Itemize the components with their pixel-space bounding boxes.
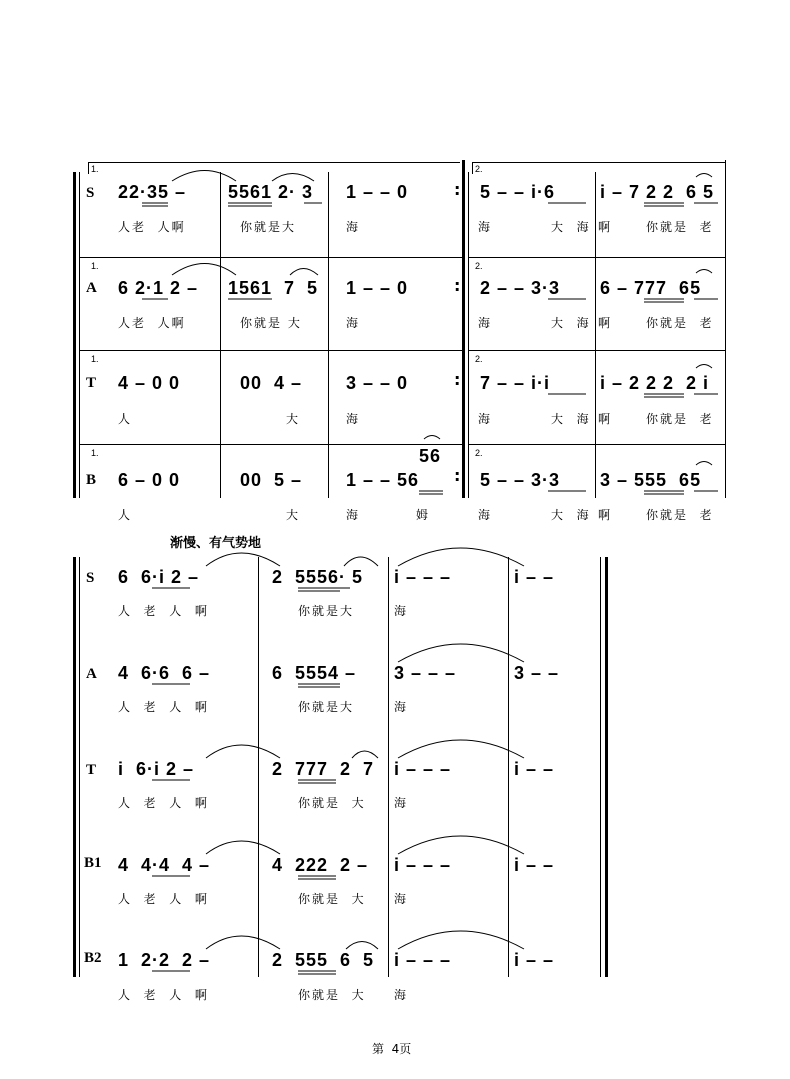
- lyrics: 海: [478, 412, 493, 426]
- slur: [352, 751, 378, 758]
- notes: 2 555 6 5: [272, 950, 375, 970]
- slur: [344, 557, 378, 566]
- notes: 6 – 777 65: [600, 278, 702, 298]
- slur: [206, 745, 280, 758]
- slur: [206, 841, 280, 854]
- notes: i – –: [514, 950, 555, 970]
- notes: 1 – – 0: [346, 182, 409, 202]
- notes: i – – –: [394, 759, 452, 779]
- lyrics: 海: [346, 316, 361, 330]
- voice-label: B: [86, 472, 97, 488]
- lyrics: 人 老 人 啊: [118, 604, 209, 618]
- notes: i – 7 2 2 6 5: [600, 182, 715, 202]
- volta-1-label: 1.: [91, 448, 99, 458]
- voice-label: T: [86, 375, 97, 391]
- lyrics: 海: [346, 220, 361, 234]
- lyrics: 人 老 人 啊: [118, 988, 209, 1002]
- notes: 4 222 2 –: [272, 855, 369, 875]
- lyrics: 海: [478, 508, 493, 522]
- repeat-dots: :: [454, 466, 461, 485]
- lyrics: 海: [394, 892, 409, 906]
- lyrics: 你就是 大: [298, 892, 366, 906]
- notes: 3 – – 0: [346, 373, 409, 393]
- lyrics: 你就是 老: [646, 508, 714, 522]
- notes: 1 – – 56: [346, 470, 420, 490]
- notes: 3 – 555 65: [600, 470, 702, 490]
- volta-2-label: 2.: [475, 261, 483, 271]
- notes: 6 6·i 2 –: [118, 567, 200, 587]
- notes: i – –: [514, 567, 555, 587]
- voice-label: A: [86, 280, 97, 296]
- lyrics: 大 海: [551, 316, 591, 330]
- notes: 6 2·1 2 –: [118, 278, 199, 298]
- lyrics: 人老 人啊: [118, 220, 186, 234]
- notes: i – –: [514, 855, 555, 875]
- page-number: 第 4页: [372, 1042, 412, 1056]
- lyrics: 啊: [598, 316, 613, 330]
- slur: [398, 836, 524, 854]
- lyrics: 你就是大: [240, 220, 297, 234]
- lyrics: 人 老 人 啊: [118, 796, 209, 810]
- lyrics: 姆: [416, 508, 431, 522]
- notes: 4 4·4 4 –: [118, 855, 211, 875]
- notes: 1 2·2 2 –: [118, 950, 211, 970]
- lyrics: 大 海: [551, 508, 591, 522]
- notes: i – – –: [394, 855, 452, 875]
- volta-2-label: 2.: [475, 164, 483, 174]
- lyrics: 海: [346, 508, 361, 522]
- lyrics: 你就是大: [298, 604, 355, 618]
- repeat-dots: :: [454, 370, 461, 389]
- repeat-dots: :: [454, 276, 461, 295]
- notes: 5561 2· 3: [228, 182, 314, 202]
- lyrics: 海: [346, 412, 361, 426]
- lyrics: 你就是 大: [240, 316, 302, 330]
- lyrics: 你就是 大: [298, 796, 366, 810]
- volta-1-label: 1.: [91, 261, 99, 271]
- lyrics: 海: [478, 220, 493, 234]
- voice-label: S: [86, 185, 95, 201]
- slur: [206, 553, 280, 566]
- lyrics: 大: [286, 412, 301, 426]
- notes: 1 – – 0: [346, 278, 409, 298]
- notes: 00 5 –: [240, 470, 303, 490]
- slur: [346, 942, 378, 950]
- lyrics: 大: [286, 508, 301, 522]
- notes: 2 – – 3·3: [480, 278, 561, 298]
- lyrics: 人: [118, 412, 133, 426]
- volta-2-label: 2.: [475, 448, 483, 458]
- lyrics: 人 老 人 啊: [118, 700, 209, 714]
- slur: [398, 548, 524, 566]
- notes: 7 – – i·i: [480, 373, 551, 393]
- lyrics: 啊: [598, 412, 613, 426]
- lyrics: 海: [478, 316, 493, 330]
- notes: 1561 7 5: [228, 278, 319, 298]
- voice-label: B1: [84, 855, 102, 871]
- notes: 3 – – –: [394, 663, 457, 683]
- voice-label: B2: [84, 950, 102, 966]
- notes: 3 – –: [514, 663, 560, 683]
- tempo-marking: 渐慢、有气势地: [170, 536, 262, 551]
- lyrics: 人老 人啊: [118, 316, 186, 330]
- lyrics: 海: [394, 604, 409, 618]
- slur: [398, 931, 524, 949]
- notes: 2 777 2 7: [272, 759, 375, 779]
- lyrics: 你就是大: [298, 700, 355, 714]
- notes: i 6·i 2 –: [118, 759, 195, 779]
- notes: 5 – – 3·3: [480, 470, 561, 490]
- stacked-notes: 56: [419, 446, 442, 466]
- lyrics: 啊: [598, 220, 613, 234]
- lyrics: 你就是 老: [646, 220, 714, 234]
- lyrics: 海: [394, 988, 409, 1002]
- lyrics: 海: [394, 796, 409, 810]
- lyrics: 你就是 老: [646, 316, 714, 330]
- notes: 4 6·6 6 –: [118, 663, 211, 683]
- notes: 00 4 –: [240, 373, 303, 393]
- notes: 22·35 –: [118, 182, 187, 202]
- lyrics: 啊: [598, 508, 613, 522]
- volta-2-label: 2.: [475, 354, 483, 364]
- notes: 6 5554 –: [272, 663, 357, 683]
- notes: 5 – – i·6: [480, 182, 556, 202]
- voice-label: S: [86, 570, 95, 586]
- lyrics: 你就是 老: [646, 412, 714, 426]
- slur: [398, 644, 524, 662]
- notes: i – – –: [394, 950, 452, 970]
- volta-1-label: 1.: [91, 354, 99, 364]
- voice-label: A: [86, 666, 97, 682]
- notes: i – 2 2 2 2 i: [600, 373, 710, 393]
- lyrics: 人: [118, 508, 133, 522]
- notes: 4 – 0 0: [118, 373, 181, 393]
- notes: 2 5556· 5: [272, 567, 364, 587]
- lyrics: 海: [394, 700, 409, 714]
- notes: 6 – 0 0: [118, 470, 181, 490]
- volta-1-label: 1.: [91, 164, 99, 174]
- lyrics: 人 老 人 啊: [118, 892, 209, 906]
- notes: i – – –: [394, 567, 452, 587]
- lyrics: 大 海: [551, 220, 591, 234]
- lyrics: 你就是 大: [298, 988, 366, 1002]
- notes: i – –: [514, 759, 555, 779]
- lyrics: 大 海: [551, 412, 591, 426]
- repeat-dots: :: [454, 180, 461, 199]
- voice-label: T: [86, 762, 97, 778]
- slur: [206, 936, 280, 949]
- slur: [398, 740, 524, 758]
